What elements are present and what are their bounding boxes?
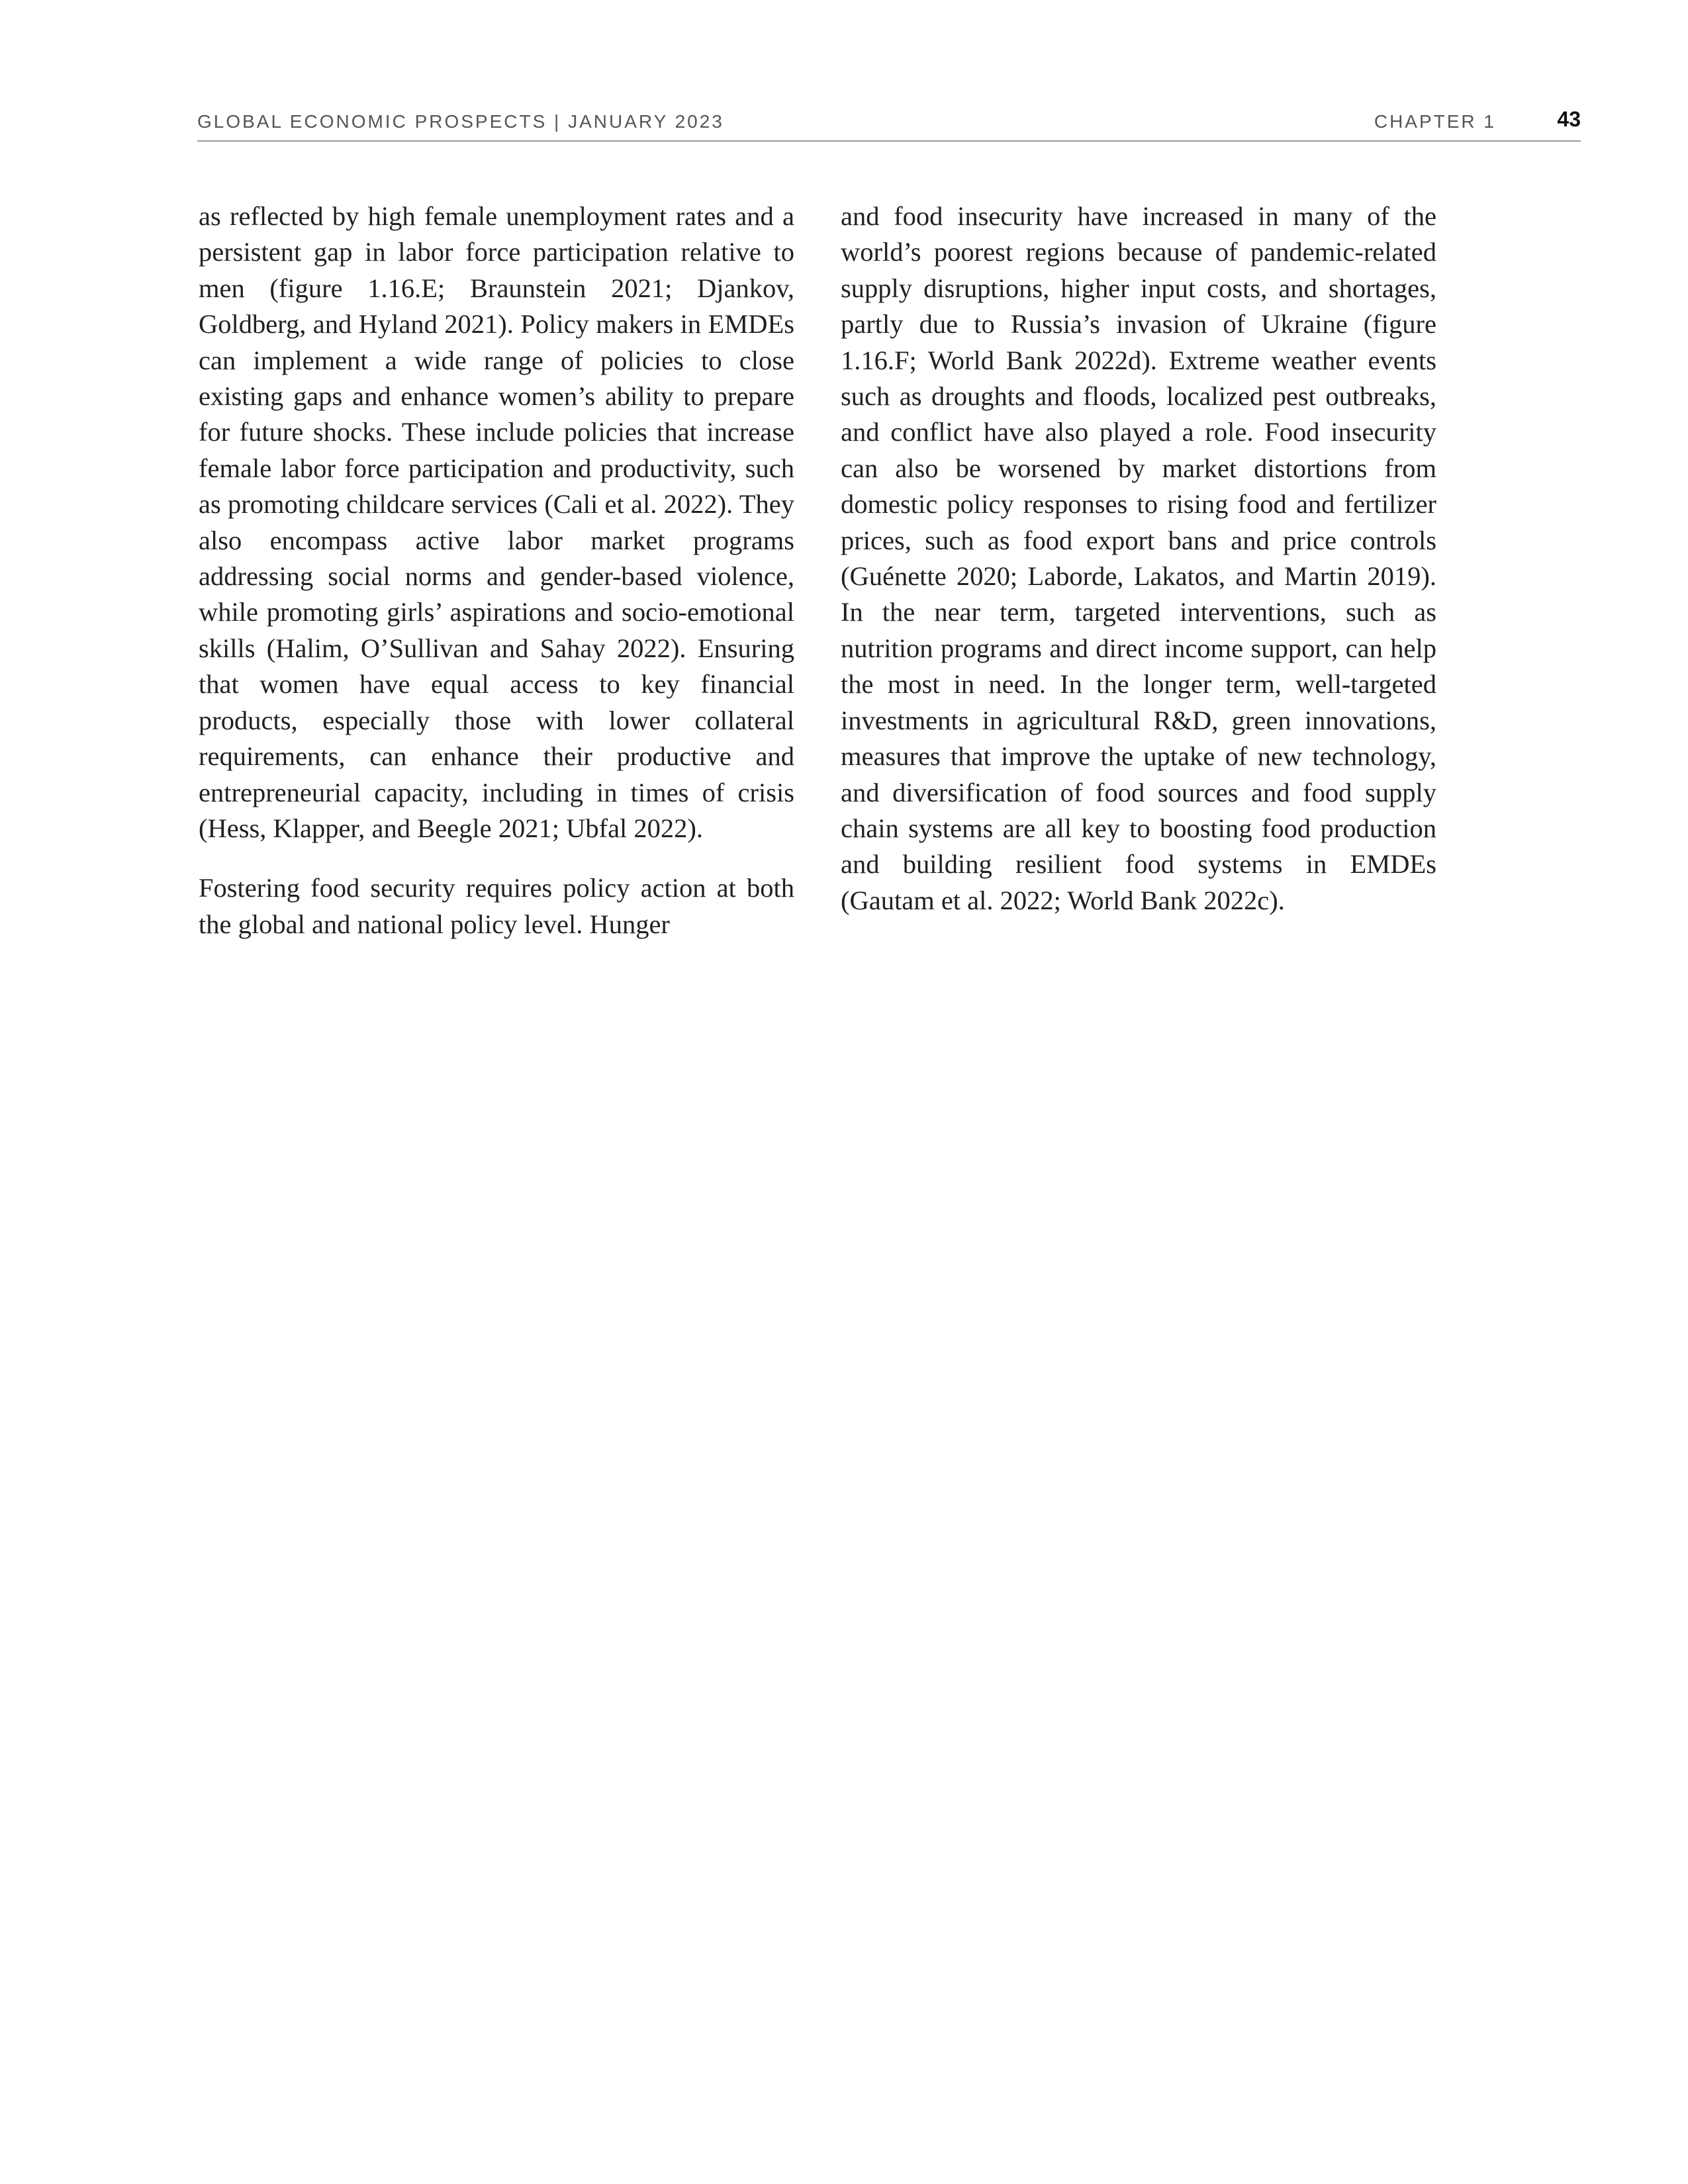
paragraph: as reflected by high female unemployment rates and a persistent gap in labor force participation relative to men (figure 1.16.E; Braunstein 2021; Djankov, Goldberg, and Hyland 2021). Policy makers in EMDEs can implement a wide range of policies to close existing gaps and enhance women’s ability to prepare for future shocks. These include policies that increase female labor force participation and productivity, such as promoting childcare services (Cali et al. 2022). They also encompass active labor market programs addressing social norms and gender-based violence, while promoting girls’ aspirations and socio-emotional skills (Halim, O’Sullivan and Sahay 2022). Ensuring that women have equal access to key financial products, especially those with lower collateral requirements, can enhance their productive and entrepreneurial capacity, including in times of crisis (Hess, Klapper, and Beegle 2021; Ubfal 2022). [199,201,794,843]
paragraph: and food insecurity have increased in many of the world’s poorest regions because of pandemic-related supply disruptions, higher input costs, and shortages, partly due to Russia’s invasion of Ukraine (figure 1.16.F; World Bank 2022d). Extreme weather events such as droughts and floods, localized pest outbreaks, and conflict have also played a role. Food insecurity can also be worsened by market distortions from domestic policy responses to rising food and fertilizer prices, such as food export bans and price controls (Guénette 2020; Laborde, Lakatos, and Martin 2019). In the near term, targeted interventions, such as nutrition programs and direct income support, can help the most in need. In the longer term, well-targeted investments in agricultural R&D, green innovations, measures that improve the uptake of new technology, and diversification of food sources and food supply chain systems are all key to boosting food production and building resilient food systems in EMDEs (Gautam et al. 2022; World Bank 2022c). [841,201,1436,915]
right-column [841,199,1436,919]
chapter-label: CHAPTER 1 [1374,111,1496,132]
left-column [199,199,794,942]
page-number: 43 [1557,107,1581,131]
running-header [197,106,1581,142]
publication-title: GLOBAL ECONOMIC PROSPECTS | JANUARY 2023 [197,111,724,132]
paragraph: Fostering food security requires policy action at both the global and national policy level. Hunger [199,873,794,939]
